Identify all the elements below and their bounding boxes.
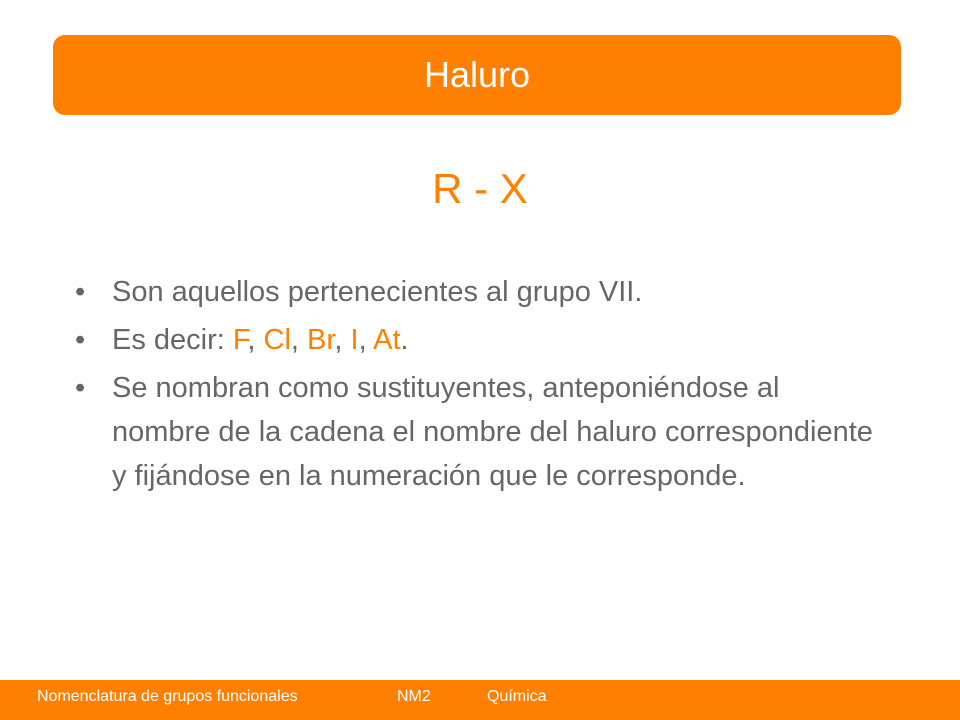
separator: ,	[290, 324, 308, 356]
footer-level: NM2	[397, 688, 431, 705]
element-f: F	[232, 324, 248, 356]
separator: ,	[358, 324, 374, 356]
general-formula: R - X	[432, 165, 528, 212]
slide-title: Haluro	[423, 54, 531, 95]
bullet-text-group: Son aquellos pertenecientes al grupo VII.	[112, 276, 643, 308]
separator: ,	[247, 324, 264, 356]
bullet-prefix: Es decir:	[112, 324, 233, 356]
bullet-text-naming: Se nombran como sustituyentes, anteponiéndose al nombre de la cadena el nombre del haluro correspondiente y fijándose en la numeración que le corresponde.	[112, 372, 873, 492]
footer-bar	[0, 680, 960, 720]
element-at: At	[373, 324, 401, 356]
title-banner	[53, 35, 901, 115]
footer-course: Nomenclatura de grupos funcionales	[37, 688, 298, 705]
element-i: I	[350, 324, 359, 356]
element-cl: Cl	[263, 324, 291, 356]
bullet-list	[75, 270, 875, 502]
element-br: Br	[307, 324, 335, 356]
separator: ,	[334, 324, 351, 356]
bullet-item-group	[75, 270, 875, 314]
bullet-suffix: .	[400, 324, 409, 356]
footer-subject: Química	[487, 688, 547, 705]
bullet-item-naming	[75, 366, 875, 498]
bullet-item-elements	[75, 318, 875, 362]
